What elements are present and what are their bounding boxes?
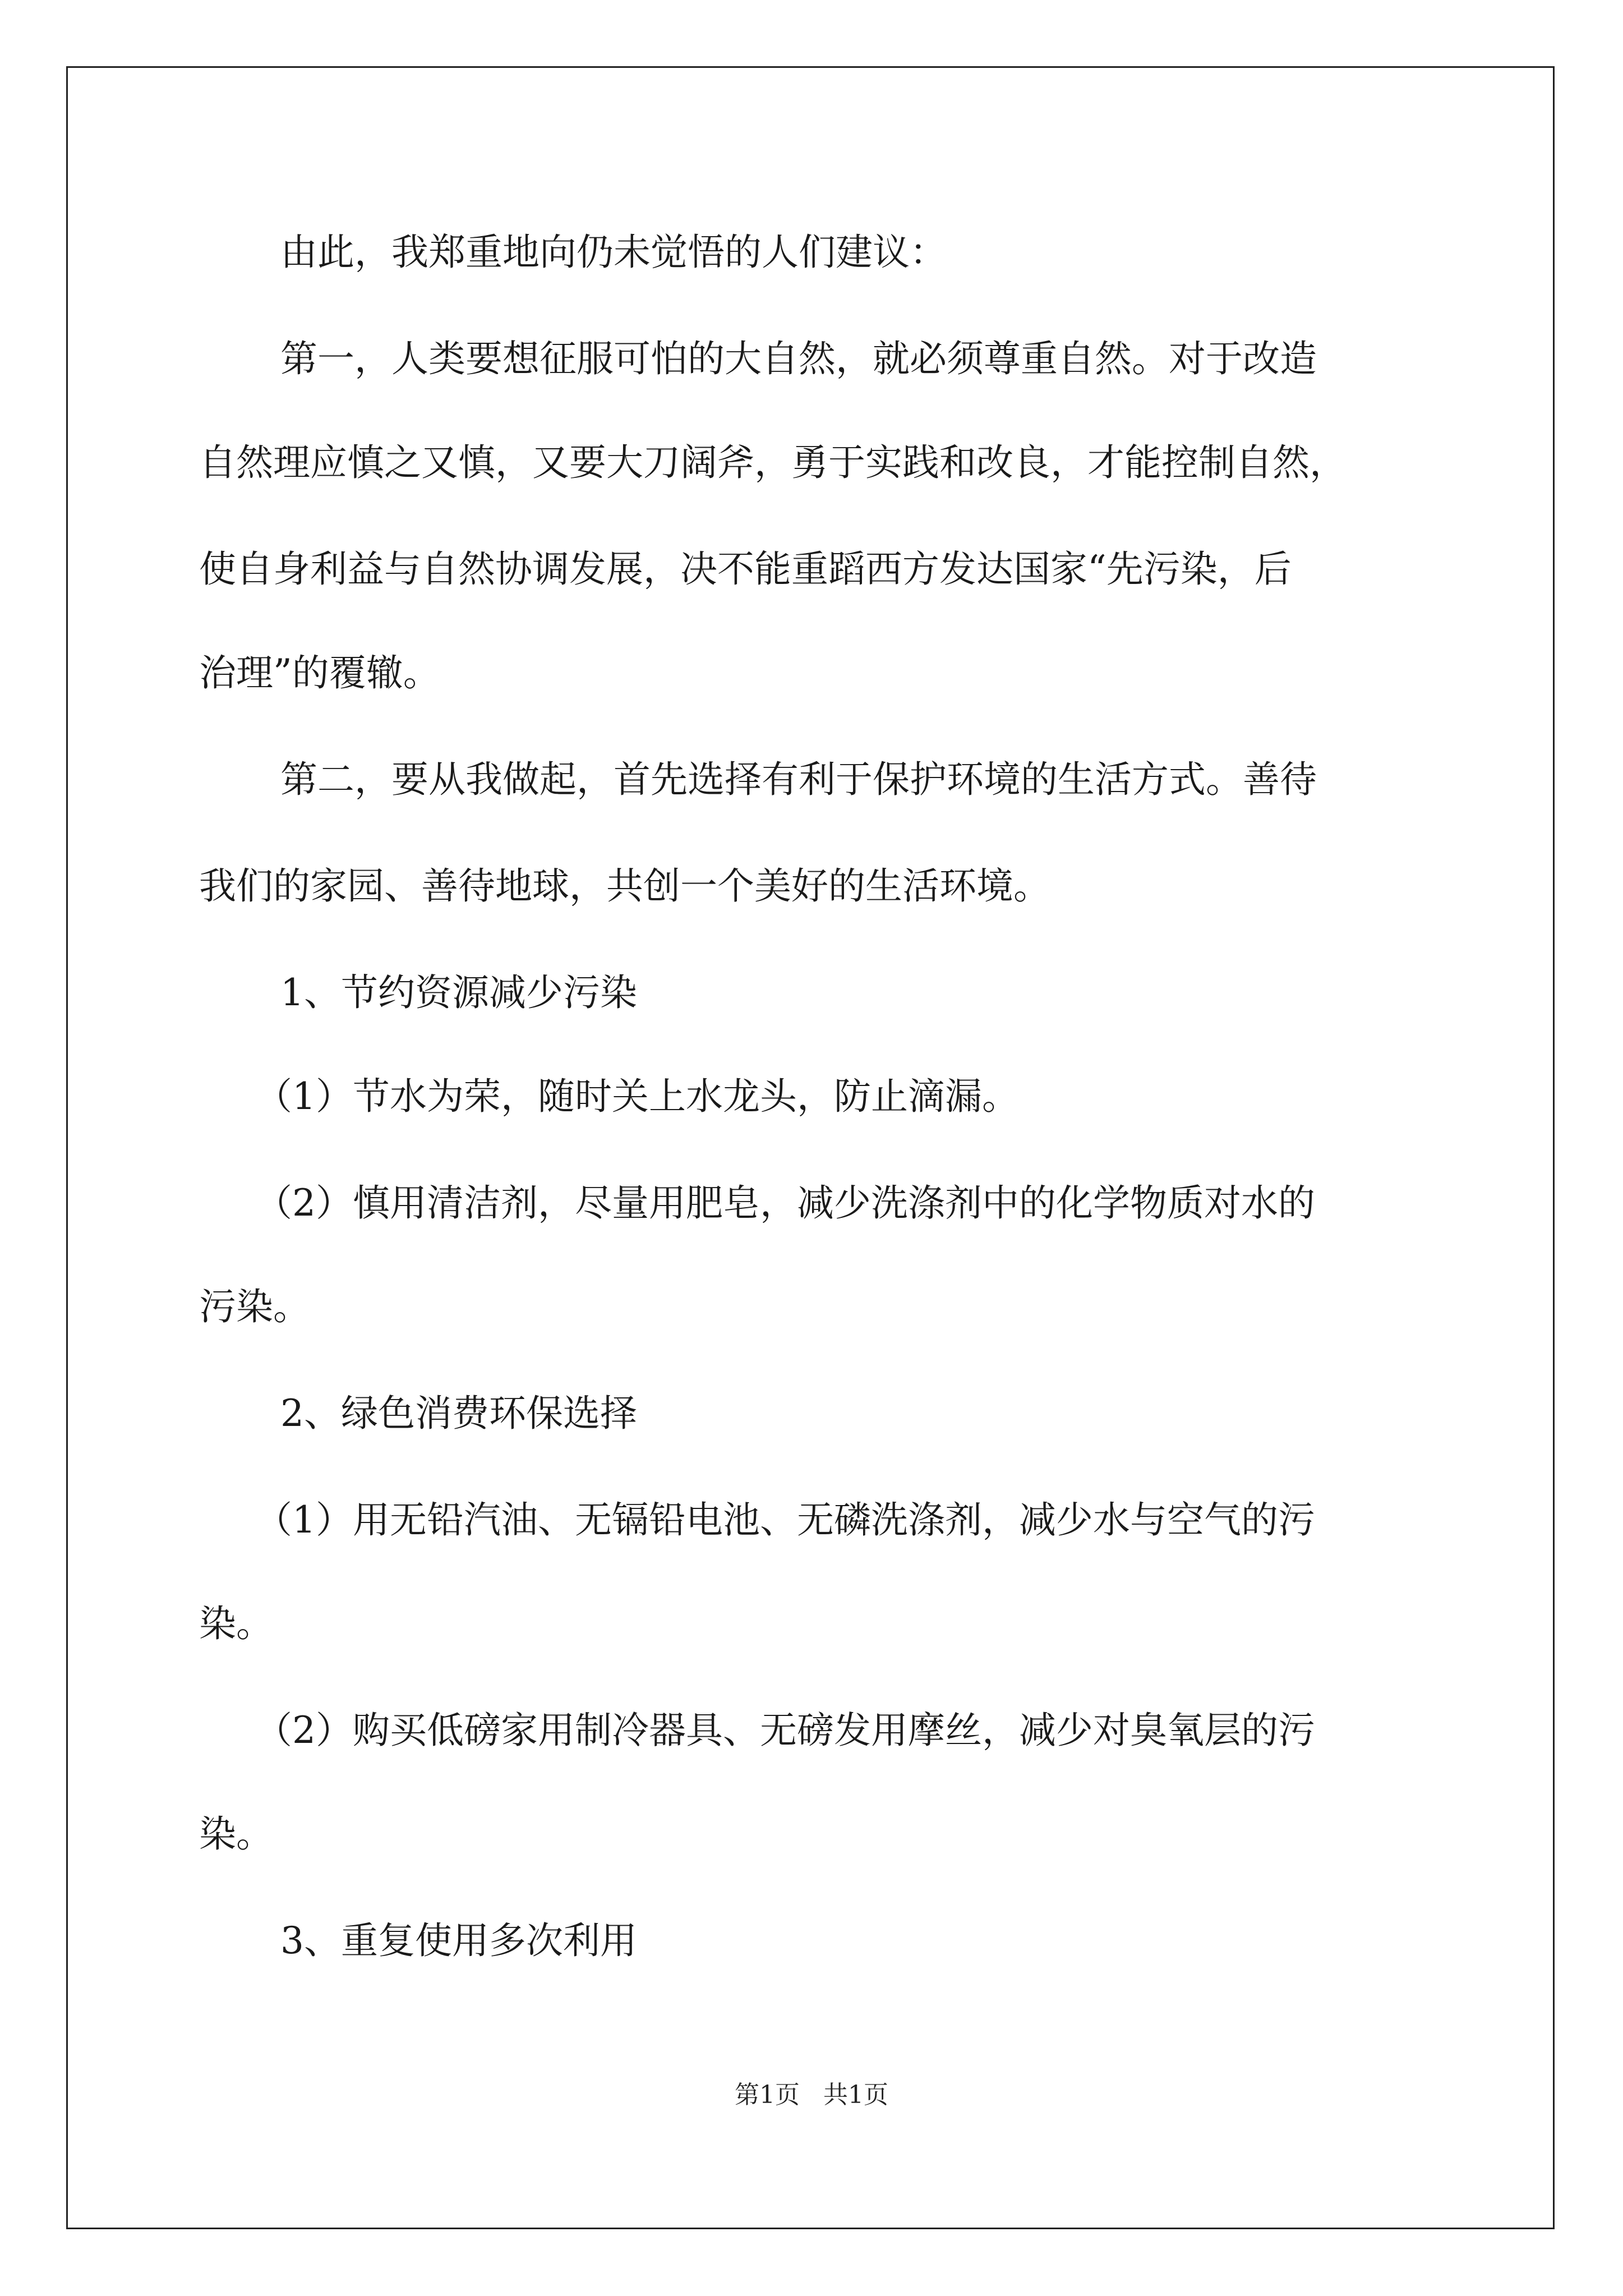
list-item: （2）购买低磅家用制冷器具、无磅发用摩丝，减少对臭氧层的污 — [255, 1709, 1315, 1752]
paragraph-line: 治理”的覆辙。 — [199, 651, 440, 694]
page-border — [66, 66, 1555, 2229]
page-footer — [0, 2078, 1623, 2112]
paragraph-line: 由此，我郑重地向仍未觉悟的人们建议： — [280, 231, 947, 274]
section-heading: 2、绿色消费环保选择 — [280, 1392, 637, 1435]
paragraph-line: 使自身利益与自然协调发展，决不能重蹈西方发达国家“先污染，后 — [199, 547, 1292, 591]
list-item: （1）用无铅汽油、无镉铅电池、无磷洗涤剂，减少水与空气的污 — [255, 1498, 1315, 1542]
paragraph-line: 自然理应慎之又慎，又要大刀阔斧，勇于实践和改良，才能控制自然， — [199, 441, 1347, 484]
paragraph-line: 我们的家园、善待地球，共创一个美好的生活环境。 — [199, 864, 1050, 908]
list-item: 染。 — [199, 1812, 273, 1856]
section-heading: 1、节约资源减少污染 — [280, 971, 637, 1014]
list-item: （2）慎用清洁剂，尽量用肥皂，减少洗涤剂中的化学物质对水的 — [255, 1181, 1315, 1225]
paragraph-line: 第二，要从我做起，首先选择有利于保护环境的生活方式。善待 — [280, 758, 1317, 801]
section-heading: 3、重复使用多次利用 — [280, 1919, 637, 1962]
paragraph-line: 第一，人类要想征服可怕的大自然，就必须尊重自然。对于改造 — [280, 337, 1317, 380]
list-item: （1）节水为荣，随时关上水龙头，防止滴漏。 — [255, 1075, 1019, 1118]
list-item: 污染。 — [199, 1285, 310, 1328]
page-number: 第1页 — [735, 2081, 800, 2109]
page-total: 共1页 — [823, 2081, 888, 2109]
list-item: 染。 — [199, 1602, 273, 1645]
